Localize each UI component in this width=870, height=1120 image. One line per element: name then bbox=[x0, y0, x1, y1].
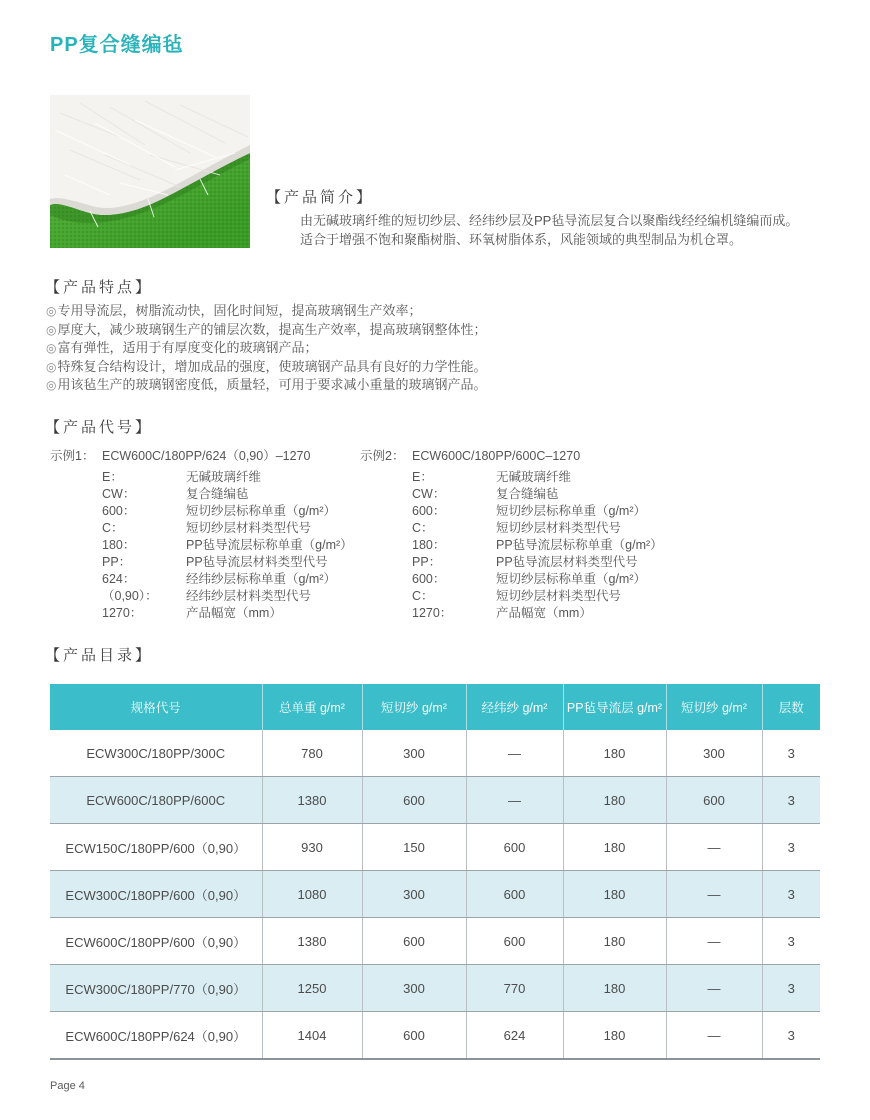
feature-item bbox=[46, 339, 487, 358]
code-desc: 短切纱层标称单重（g/m²） bbox=[496, 504, 647, 518]
code-key: 1270： bbox=[412, 606, 453, 620]
code-example-header bbox=[50, 448, 360, 465]
feature-list bbox=[46, 302, 487, 395]
page-number: Page 4 bbox=[50, 1080, 85, 1092]
bullet-icon: ◎ bbox=[46, 378, 57, 392]
code-item bbox=[50, 588, 360, 605]
example-code: ECW600C/180PP/600C–1270 bbox=[412, 449, 581, 463]
code-desc: 产品幅宽（mm） bbox=[496, 606, 592, 620]
bullet-icon: ◎ bbox=[46, 322, 57, 337]
table-cell: 1380 bbox=[262, 918, 362, 965]
table-cell: 180 bbox=[563, 1012, 666, 1060]
table-cell: 600 bbox=[362, 1012, 466, 1060]
product-photo bbox=[50, 95, 250, 248]
intro-heading: 【产品简介】 bbox=[266, 189, 375, 206]
table-cell: 300 bbox=[362, 965, 466, 1012]
code-item bbox=[50, 537, 360, 554]
table-row bbox=[50, 777, 820, 824]
code-item bbox=[50, 554, 360, 571]
code-key: CW： bbox=[412, 487, 446, 501]
code-examples bbox=[50, 448, 663, 622]
table-cell: 3 bbox=[762, 1012, 820, 1060]
page-title: PP复合缝编毡 bbox=[50, 34, 184, 56]
table-cell: 600 bbox=[362, 777, 466, 824]
code-desc: 产品幅宽（mm） bbox=[186, 606, 282, 620]
code-desc: 无碱玻璃纤维 bbox=[186, 470, 262, 484]
example-code: ECW600C/180PP/624（0,90）–1270 bbox=[102, 449, 311, 463]
table-cell: 624 bbox=[466, 1012, 563, 1060]
table-cell: 180 bbox=[563, 918, 666, 965]
code-item bbox=[50, 469, 360, 486]
table-cell: 600 bbox=[666, 777, 762, 824]
table-header-row bbox=[50, 684, 820, 730]
feature-item bbox=[46, 358, 487, 377]
table-cell: 600 bbox=[466, 824, 563, 871]
table-cell: — bbox=[666, 824, 762, 871]
code-key: 600： bbox=[412, 504, 446, 518]
table-cell: 300 bbox=[666, 730, 762, 777]
table-row bbox=[50, 918, 820, 965]
code-desc: PP毡导流层材料类型代号 bbox=[186, 555, 328, 569]
code-key: E： bbox=[102, 470, 123, 484]
code-example bbox=[50, 448, 360, 622]
code-item bbox=[360, 486, 663, 503]
bullet-icon: ◎ bbox=[46, 359, 57, 374]
table-cell: — bbox=[466, 777, 563, 824]
feature-item bbox=[46, 302, 487, 321]
catalog-heading: 【产品目录】 bbox=[45, 647, 154, 664]
code-item bbox=[360, 537, 663, 554]
table-cell: 300 bbox=[362, 871, 466, 918]
table-cell: 1404 bbox=[262, 1012, 362, 1060]
code-item bbox=[360, 469, 663, 486]
feature-text: 特殊复合结构设计，增加成品的强度，使玻璃钢产品具有良好的力学性能。 bbox=[57, 358, 487, 374]
table-cell: — bbox=[666, 918, 762, 965]
codes-heading: 【产品代号】 bbox=[45, 419, 154, 436]
table-header-cell: 层数 bbox=[762, 684, 820, 730]
table-cell: 600 bbox=[362, 918, 466, 965]
table-cell: — bbox=[666, 1012, 762, 1060]
table-cell: 3 bbox=[762, 730, 820, 777]
code-desc: 复合缝编毡 bbox=[496, 487, 559, 501]
table-cell: 150 bbox=[362, 824, 466, 871]
table-cell: 3 bbox=[762, 871, 820, 918]
code-item bbox=[50, 520, 360, 537]
table-cell: — bbox=[666, 965, 762, 1012]
code-key: 624： bbox=[102, 572, 136, 586]
code-key: C： bbox=[412, 521, 434, 535]
code-desc: 经纬纱层标称单重（g/m²） bbox=[186, 572, 337, 586]
table-cell: 300 bbox=[362, 730, 466, 777]
code-key: E： bbox=[412, 470, 433, 484]
table-cell: 930 bbox=[262, 824, 362, 871]
example-label: 示例2： bbox=[360, 449, 405, 463]
code-desc: 经纬纱层材料类型代号 bbox=[186, 589, 312, 603]
bullet-icon: ◎ bbox=[46, 341, 57, 355]
table-cell: 180 bbox=[563, 824, 666, 871]
code-item bbox=[360, 520, 663, 537]
table-header-cell: 经纬纱 g/m² bbox=[466, 684, 563, 730]
code-item bbox=[360, 503, 663, 520]
code-key: 180： bbox=[102, 538, 136, 552]
code-key: （0,90）： bbox=[102, 589, 158, 603]
code-item bbox=[50, 571, 360, 588]
code-key: 600： bbox=[102, 504, 136, 518]
table-cell: 3 bbox=[762, 824, 820, 871]
table-cell: — bbox=[666, 871, 762, 918]
table-cell: 180 bbox=[563, 871, 666, 918]
product-catalog-table bbox=[50, 684, 820, 1060]
table-cell: ECW600C/180PP/600C bbox=[50, 777, 262, 824]
code-item bbox=[50, 605, 360, 622]
code-desc: 复合缝编毡 bbox=[186, 487, 249, 501]
code-example-header bbox=[360, 448, 663, 465]
table-cell: 780 bbox=[262, 730, 362, 777]
table-cell: 180 bbox=[563, 730, 666, 777]
code-desc: 短切纱层标称单重（g/m²） bbox=[496, 572, 647, 586]
feature-text: 厚度大，减少玻璃钢生产的铺层次数，提高生产效率，提高玻璃钢整体性； bbox=[57, 321, 487, 337]
code-desc: PP毡导流层材料类型代号 bbox=[496, 555, 638, 569]
code-item bbox=[50, 503, 360, 520]
code-example bbox=[360, 448, 663, 622]
code-desc: 无碱玻璃纤维 bbox=[496, 470, 572, 484]
code-desc: PP毡导流层标称单重（g/m²） bbox=[186, 538, 353, 552]
table-row bbox=[50, 1012, 820, 1060]
table-cell: 600 bbox=[466, 871, 563, 918]
table-cell: 1380 bbox=[262, 777, 362, 824]
code-desc: PP毡导流层标称单重（g/m²） bbox=[496, 538, 663, 552]
table-cell: 3 bbox=[762, 777, 820, 824]
intro-text bbox=[300, 211, 845, 249]
table-cell: 180 bbox=[563, 965, 666, 1012]
table-cell: ECW300C/180PP/770（0,90） bbox=[50, 965, 262, 1012]
table-cell: ECW600C/180PP/600（0,90） bbox=[50, 918, 262, 965]
example-label: 示例1： bbox=[50, 449, 95, 463]
table-cell: 600 bbox=[466, 918, 563, 965]
table-header-cell: 短切纱 g/m² bbox=[666, 684, 762, 730]
code-key: C： bbox=[412, 589, 434, 603]
code-key: CW： bbox=[102, 487, 136, 501]
code-item bbox=[360, 571, 663, 588]
table-cell: ECW300C/180PP/600（0,90） bbox=[50, 871, 262, 918]
code-key: PP： bbox=[102, 555, 132, 569]
code-item bbox=[50, 486, 360, 503]
table-cell: 1080 bbox=[262, 871, 362, 918]
feature-item bbox=[46, 321, 487, 340]
table-cell: 770 bbox=[466, 965, 563, 1012]
intro-line: 适合于增强不饱和聚酯树脂、环氧树脂体系，风能领域的典型制品为机仓罩。 bbox=[300, 232, 743, 247]
table-cell: — bbox=[466, 730, 563, 777]
table-cell: 3 bbox=[762, 965, 820, 1012]
code-desc: 短切纱层材料类型代号 bbox=[496, 521, 622, 535]
code-item bbox=[360, 605, 663, 622]
table-header-cell: 短切纱 g/m² bbox=[362, 684, 466, 730]
code-key: 180： bbox=[412, 538, 446, 552]
table-cell: 180 bbox=[563, 777, 666, 824]
features-heading: 【产品特点】 bbox=[45, 279, 154, 296]
feature-text: 富有弹性，适用于有厚度变化的玻璃钢产品； bbox=[57, 340, 318, 355]
table-cell: ECW600C/180PP/624（0,90） bbox=[50, 1012, 262, 1060]
table-cell: ECW150C/180PP/600（0,90） bbox=[50, 824, 262, 871]
table-cell: 1250 bbox=[262, 965, 362, 1012]
code-key: 600： bbox=[412, 572, 446, 586]
code-item bbox=[360, 588, 663, 605]
code-item bbox=[360, 554, 663, 571]
table-header-cell: PP毡导流层 g/m² bbox=[563, 684, 666, 730]
feature-text: 专用导流层，树脂流动快，固化时间短，提高玻璃钢生产效率； bbox=[57, 303, 422, 318]
table-row bbox=[50, 730, 820, 777]
table-row bbox=[50, 871, 820, 918]
table-row bbox=[50, 965, 820, 1012]
code-desc: 短切纱层标称单重（g/m²） bbox=[186, 504, 337, 518]
code-key: PP： bbox=[412, 555, 442, 569]
bullet-icon: ◎ bbox=[46, 304, 57, 318]
table-header-cell: 总单重 g/m² bbox=[262, 684, 362, 730]
code-key: 1270： bbox=[102, 606, 143, 620]
feature-item bbox=[46, 376, 487, 395]
feature-text: 用该毡生产的玻璃钢密度低，质量轻，可用于要求减小重量的玻璃钢产品。 bbox=[57, 377, 487, 392]
table-cell: ECW300C/180PP/300C bbox=[50, 730, 262, 777]
table-cell: 3 bbox=[762, 918, 820, 965]
code-desc: 短切纱层材料类型代号 bbox=[186, 521, 312, 535]
table-header-cell: 规格代号 bbox=[50, 684, 262, 730]
intro-line: 由无碱玻璃纤维的短切纱层、经纬纱层及PP毡导流层复合以聚酯线经经编机缝编而成。 bbox=[300, 213, 799, 228]
code-key: C： bbox=[102, 521, 124, 535]
table-row bbox=[50, 824, 820, 871]
code-desc: 短切纱层材料类型代号 bbox=[496, 589, 622, 603]
